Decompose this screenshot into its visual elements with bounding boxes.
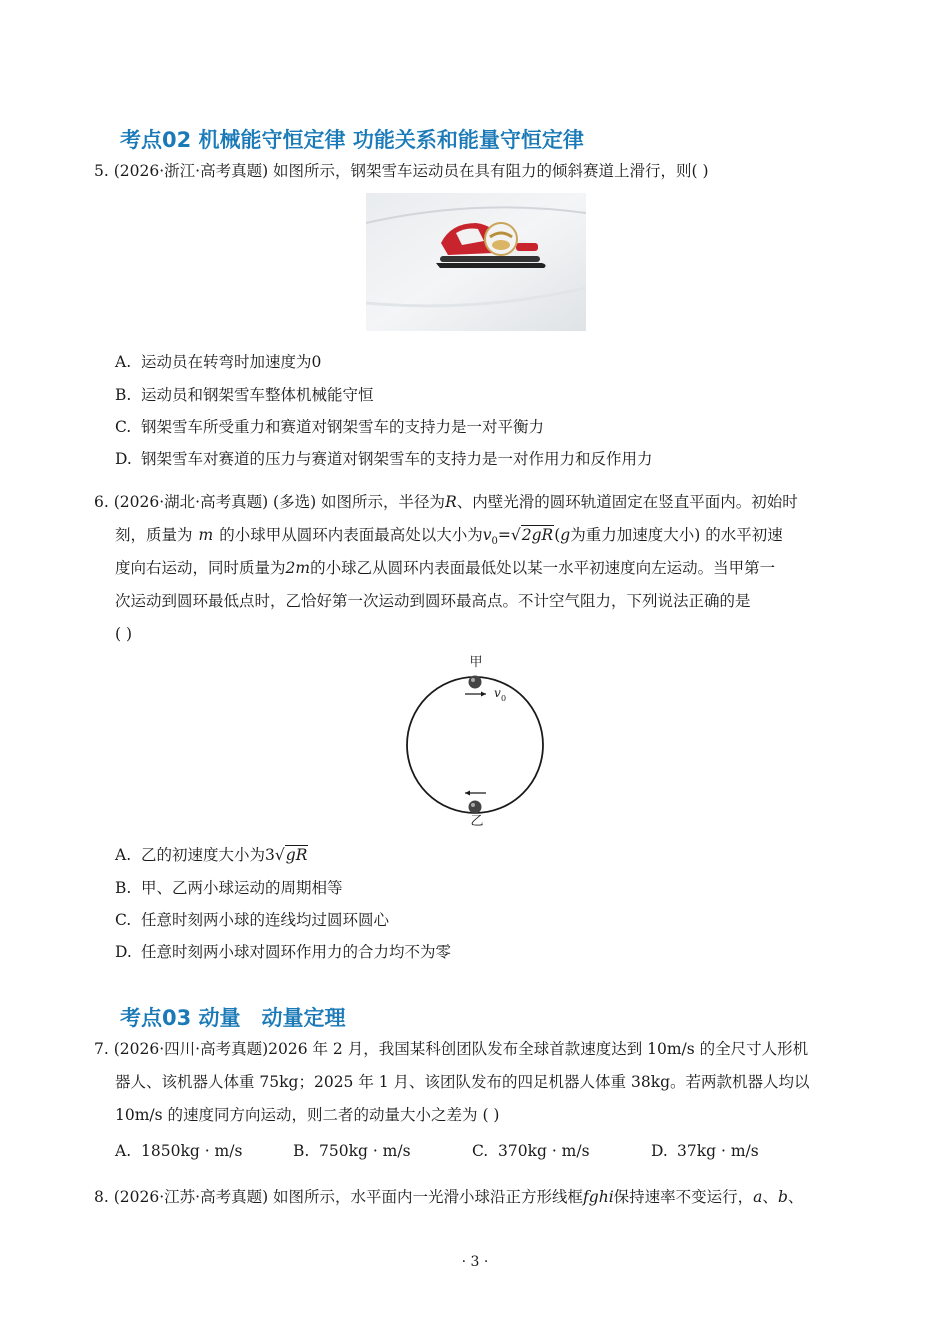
q7-line-2: 器人、该机器人体重 75kg；2025 年 1 月、该团队发布的四足机器人体重 38kg。若两款机器人均以 xyxy=(115,1073,810,1091)
q6-line-4: 次运动到圆环最低点时，乙恰好第一次运动到圆环最高点。不计空气阻力，下列说法正确的是 xyxy=(115,592,751,610)
section-title-02: 考点02 机械能守恒定律 功能关系和能量守恒定律 xyxy=(120,128,584,152)
circular-track-diagram xyxy=(400,650,550,828)
q6-answer-bracket: ( ) xyxy=(115,625,133,643)
v0-label: v xyxy=(494,686,501,700)
q7-option-d: D. 37kg · m/s xyxy=(651,1142,759,1160)
q8-line-1: 8. (2026·江苏·高考真题) 如图所示，水平面内一光滑小球沿正方形线框fghi保持速率不变运行，a、b、 xyxy=(94,1188,804,1206)
q7-option-a: A. 1850kg · m/s xyxy=(115,1142,243,1160)
ball-jia-label: 甲 xyxy=(469,655,483,670)
skeleton-sled-photo xyxy=(366,193,586,331)
q6-option-b: B. 甲、乙两小球运动的周期相等 xyxy=(115,879,343,897)
q7-option-c: C. 370kg · m/s xyxy=(472,1142,590,1160)
ball-yi-label: 乙 xyxy=(470,814,484,828)
q6-option-d: D. 任意时刻两小球对圆环作用力的合力均不为零 xyxy=(115,943,452,961)
svg-text:0: 0 xyxy=(501,694,507,703)
q5-option-b: B. 运动员和钢架雪车整体机械能守恒 xyxy=(115,386,374,404)
ball-yi xyxy=(469,801,482,814)
q6-line-2: 刻，质量为 m 的小球甲从圆环内表面最高处以大小为$v_0=√2gR(g$为重力加速度大小) 的水平初速 xyxy=(115,526,783,548)
q7-option-b: B. 750kg · m/s xyxy=(293,1142,411,1160)
q6-option-a: A. 乙的初速度大小为3√gR xyxy=(115,846,308,864)
q6-line-1: 6. (2026·湖北·高考真题) (多选) 如图所示，半径为R、内壁光滑的圆环轨道固定在竖直平面内。初始时 xyxy=(94,493,798,511)
q7-line-1: 7. (2026·四川·高考真题)2026 年 2 月，我国某科创团队发布全球首款速度达到 10m/s 的全尺寸人形机 xyxy=(94,1040,809,1058)
q5-option-c: C. 钢架雪车所受重力和赛道对钢架雪车的支持力是一对平衡力 xyxy=(115,418,545,436)
section-title-03: 考点03 动量 动量定理 xyxy=(120,1006,346,1030)
page-number: · 3 · xyxy=(461,1254,489,1270)
q5-option-a: A. 运动员在转弯时加速度为0 xyxy=(115,353,322,371)
q6-line-3: 度向右运动，同时质量为2m的小球乙从圆环内表面最低处以某一水平初速度向左运动。当甲第一 xyxy=(115,559,776,577)
q7-line-3: 10m/s 的速度同方向运动，则二者的动量大小之差为 ( ) xyxy=(115,1106,500,1124)
q5-stem: 5. (2026·浙江·高考真题) 如图所示，钢架雪车运动员在具有阻力的倾斜赛道上滑行，则( ) xyxy=(94,162,709,180)
q5-option-d: D. 钢架雪车对赛道的压力与赛道对钢架雪车的支持力是一对作用力和反作用力 xyxy=(115,450,653,468)
q6-option-c: C. 任意时刻两小球的连线均过圆环圆心 xyxy=(115,911,390,929)
ball-jia xyxy=(469,676,482,689)
